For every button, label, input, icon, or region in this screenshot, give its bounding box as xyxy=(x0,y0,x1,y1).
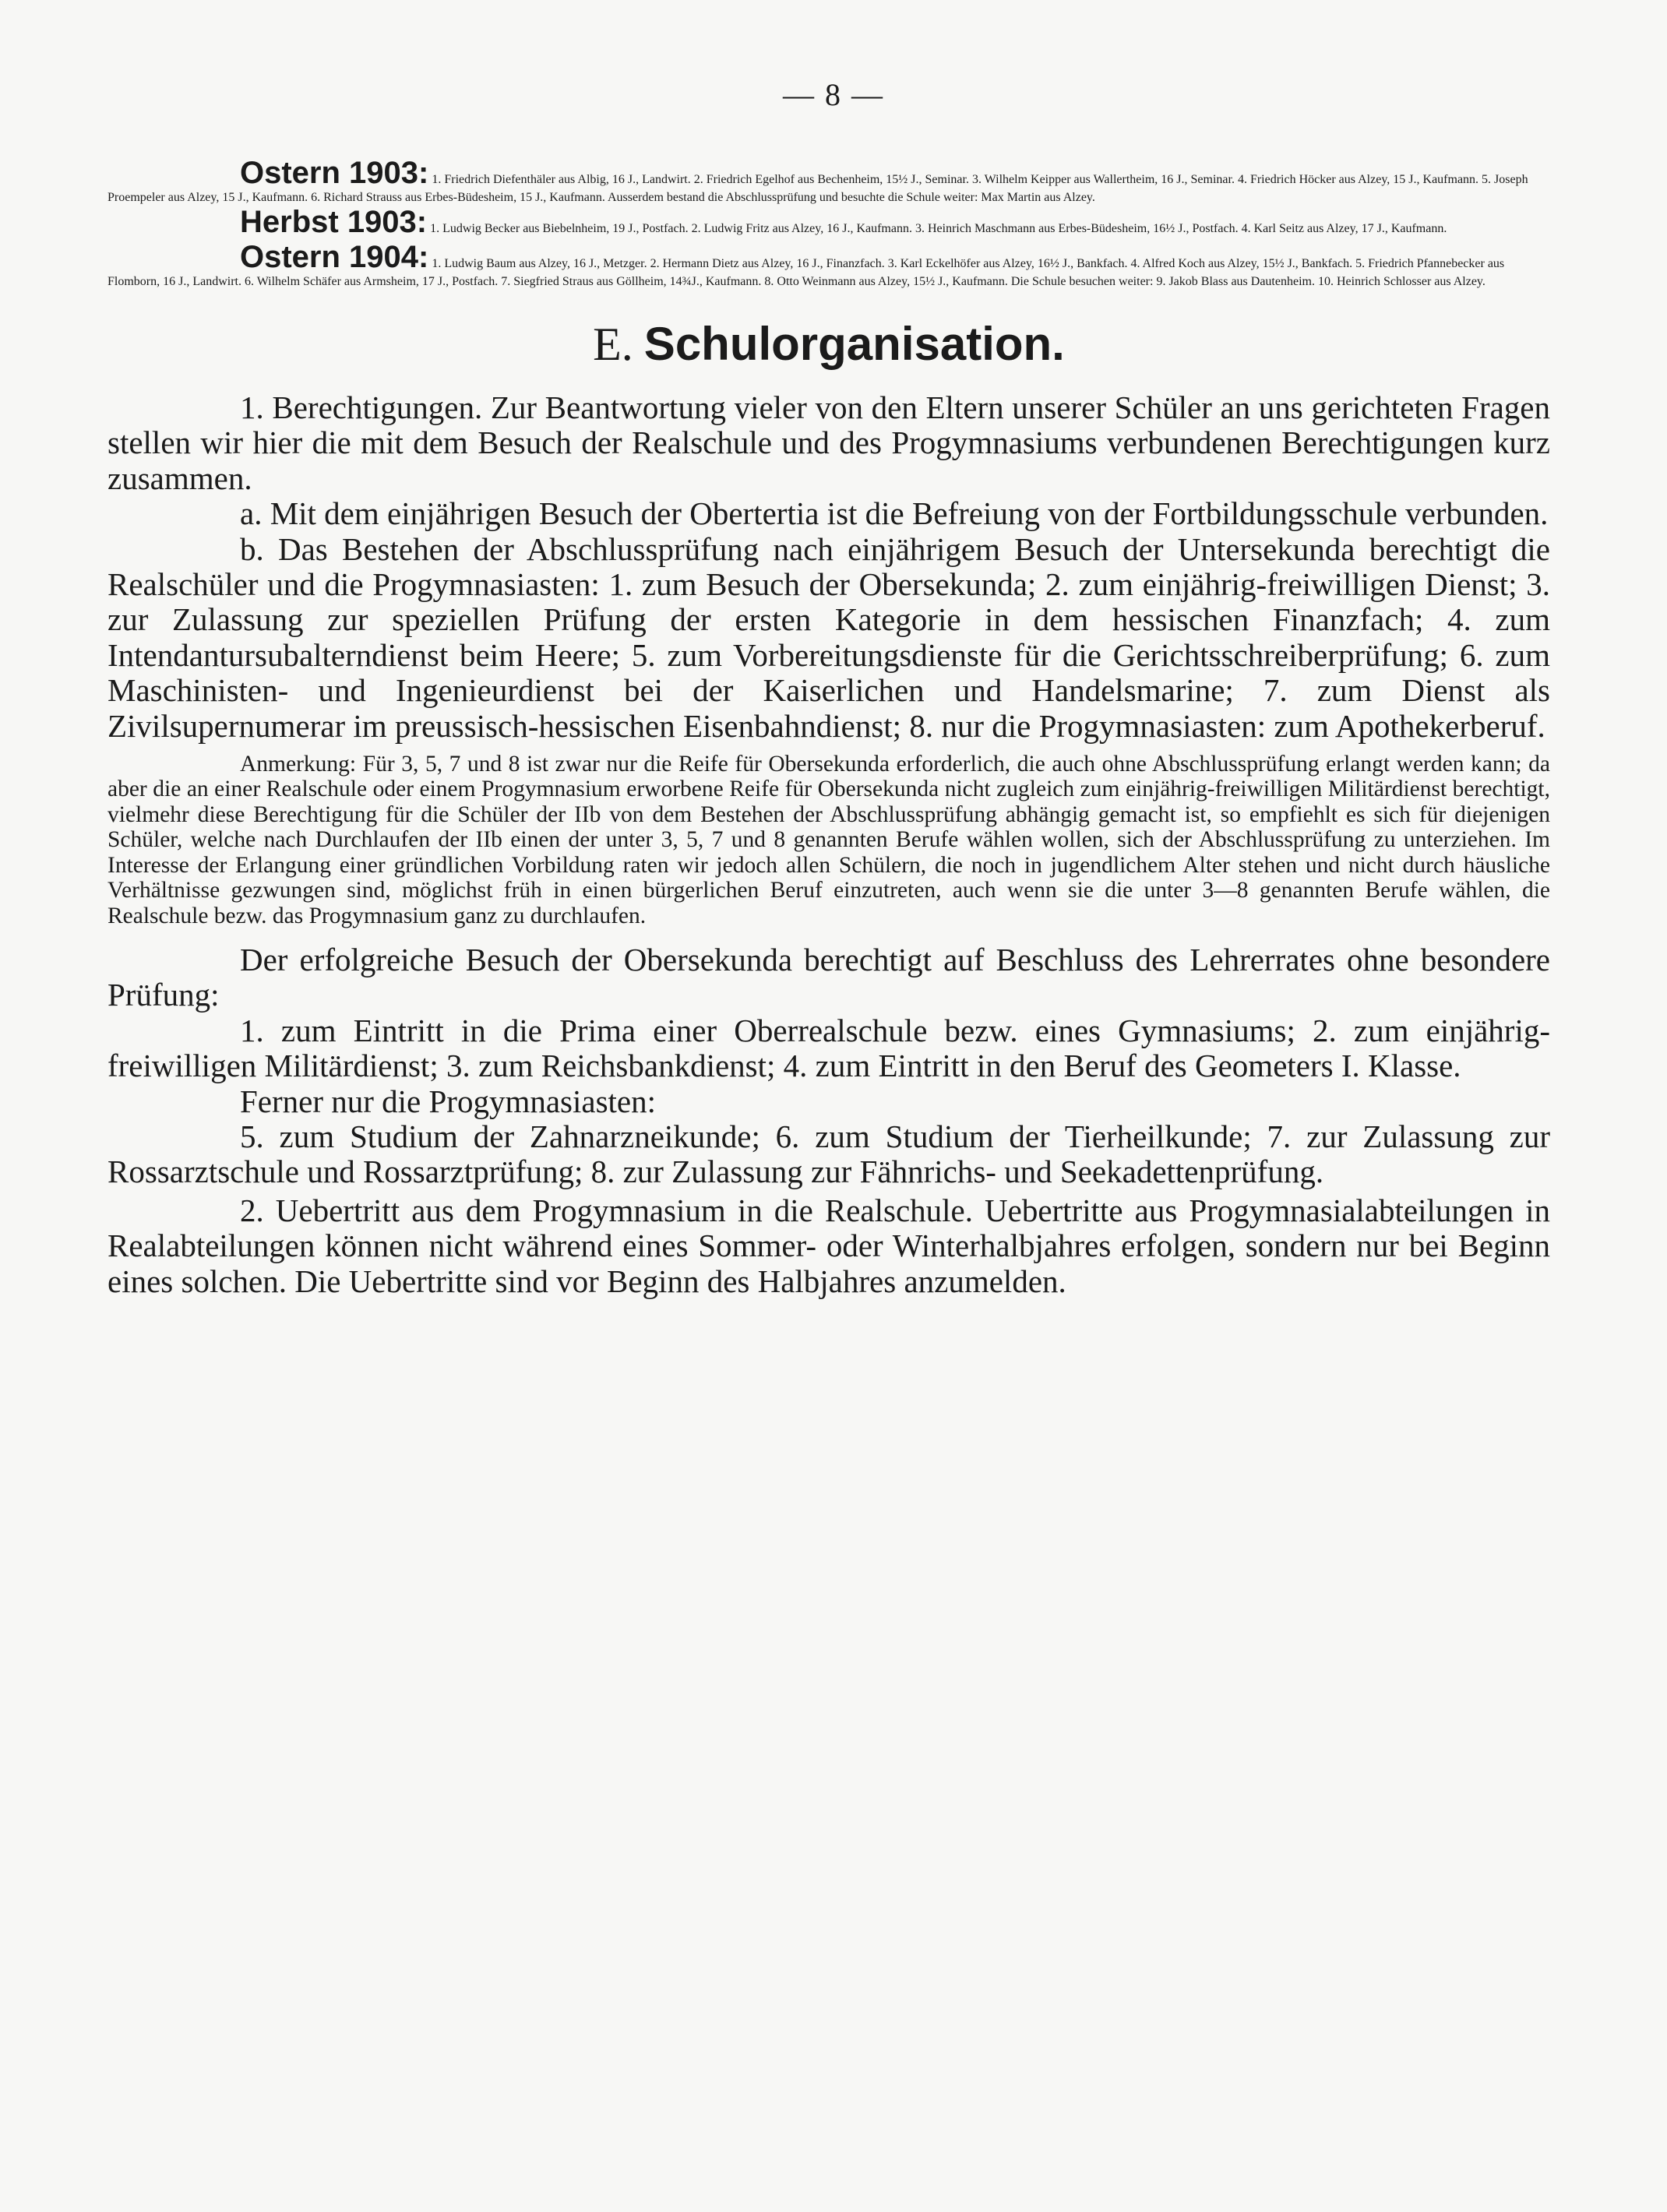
berechtigungen-a: a. Mit dem einjährigen Besuch der Obertertia ist die Befreiung von der Fortbildungsschule verbunden. xyxy=(240,495,1549,532)
obersekunda-intro: Der erfolgreiche Besuch der Obersekunda berechtigt auf Beschluss des Lehrerrates ohne besondere Prüfung: xyxy=(107,941,1550,1013)
graduates-herbst-1903 xyxy=(107,205,1550,240)
year-label-ostern-1903: Ostern 1903: xyxy=(240,156,429,190)
graduates-ostern-1903 xyxy=(107,156,1550,205)
year-label-ostern-1904: Ostern 1904: xyxy=(240,240,429,274)
graduates-ostern-1904-text: 1. Ludwig Baum aus Alzey, 16 J., Metzger. 2. Hermann Dietz aus Alzey, 16 J., Finanzfach. 3. Karl Eckelhöfer aus Alzey, 16½ J., Bankfach. 4. Alfred Koch aus Alzey, 15½ J., Bankfach. 5. Friedrich Pfannebecker aus Flomborn, 16 J., Landwirt. 6. Wilhelm Schäfer aus Armsheim, 17 J., Postfach. 7. Siegfried Straus aus Göllheim, 14¾J., Kaufmann. 8. Otto Weinmann aus Alzey, 15½ J., Kaufmann. Die Schule besuchen weiter: 9. Jakob Blass aus Dautenheim. 10. Heinrich Schlosser aus Alzey. xyxy=(107,257,1505,288)
anmerkung-note: Anmerkung: Für 3, 5, 7 und 8 ist zwar nur die Reife für Obersekunda erforderlich, die auch ohne Abschlussprüfung erlangt werden kann; da aber die an einer Realschule oder einem Progymnasium erworbene Reife für Obersekunda nicht zugleich zum einjährig-freiwilligen Militärdienst berechtigt, vielmehr diese Berechtigung für die Schüler der IIb von dem Bestehen der Abschlussprüfung abhängig gemacht ist, so empfiehlt es sich für diejenigen Schüler, welche nach Durchlaufen der IIb einen der unter 3, 5, 7 und 8 genannten Berufe wählen wollen, sich der Abschlussprüfung zu unterziehen. Im Interesse der Erlangung einer gründlichen Vorbildung raten wir jedoch allen Schülern, die noch in jugendlichem Alter stehen und nicht durch häusliche Verhältnisse gezwungen sind, möglichst früh in einen bürgerlichen Beruf einzutreten, auch wenn sie die unter 3—8 genannten Berufe wählen, die Realschule bezw. das Progymnasium ganz zu durchlaufen. xyxy=(107,752,1550,928)
progymnasiasten-list: 5. zum Studium der Zahnarzneikunde; 6. zum Studium der Tierheilkunde; 7. zur Zulassung zur Rossarztschule und Rossarztprüfung; 8. zur Zulassung zur Fähnrichs- und Seekadettenprüfung. xyxy=(107,1118,1550,1190)
graduates-ostern-1904 xyxy=(107,240,1550,289)
section-heading xyxy=(107,319,1550,370)
berechtigungen-intro: 1. Berechtigungen. Zur Beantwortung vieler von den Eltern unserer Schüler an uns gerichteten Fragen stellen wir hier die mit dem Besuch der Realschule und des Progymnasiums verbundenen Berechtigungen kurz zusammen. xyxy=(107,389,1550,496)
ferner-progymnasiasten: Ferner nur die Progymnasiasten: xyxy=(240,1083,657,1119)
year-label-herbst-1903: Herbst 1903: xyxy=(240,205,428,239)
page-number: — 8 — xyxy=(783,77,884,112)
section-letter: E. xyxy=(593,319,633,370)
page-content xyxy=(107,156,1550,1299)
berechtigungen-b: b. Das Bestehen der Abschlussprüfung nach einjährigem Besuch der Untersekunda berechtigt die Realschüler und die Progymnasiasten: 1. zum Besuch der Obersekunda; 2. zum einjährig-freiwilligen Dienst; 3. zur Zulassung zur speziellen Prüfung der ersten Kategorie in dem hessischen Finanzfach; 4. zum Intendantursubalterndienst beim Heere; 5. zum Vorbereitungsdienste für die Gerichtsschreiberprüfung; 6. zum Maschinisten- und Ingenieurdienst bei der Kaiserlichen und Handelsmarine; 7. zum Dienst als Zivilsupernumerar im preussisch-hessischen Eisenbahndienst; 8. nur die Progymnasiasten: zum Apothekerberuf. xyxy=(107,530,1550,744)
uebertritt-paragraph: 2. Uebertritt aus dem Progymnasium in die Realschule. Uebertritte aus Progymnasialabteilungen in Realabteilungen können nicht während eines Sommer- oder Winterhalbjahres erfolgen, sondern nur bei Beginn eines solchen. Die Uebertritte sind vor Beginn des Halbjahres anzumelden. xyxy=(107,1192,1550,1299)
graduates-herbst-1903-text: 1. Ludwig Becker aus Biebelnheim, 19 J., Postfach. 2. Ludwig Fritz aus Alzey, 16 J., Kaufmann. 3. Heinrich Maschmann aus Erbes-Büdesheim, 16½ J., Postfach. 4. Karl Seitz aus Alzey, 17 J., Kaufmann. xyxy=(430,222,1447,235)
obersekunda-list: 1. zum Eintritt in die Prima einer Oberrealschule bezw. eines Gymnasiums; 2. zum einjährig-freiwilligen Militärdienst; 3. zum Reichsbankdienst; 4. zum Eintritt in den Beruf des Geometers I. Klasse. xyxy=(107,1012,1550,1084)
graduates-ostern-1903-text: 1. Friedrich Diefenthäler aus Albig, 16 J., Landwirt. 2. Friedrich Egelhof aus Bechenheim, 15½ J., Seminar. 3. Wilhelm Keipper aus Wallertheim, 16 J., Seminar. 4. Friedrich Höcker aus Alzey, 15 J., Kaufmann. 5. Joseph Proempeler aus Alzey, 15 J., Kaufmann. 6. Richard Strauss aus Erbes-Büdesheim, 15 J., Kaufmann. Ausserdem bestand die Abschlussprüfung und besuchte die Schule weiter: Max Martin aus Alzey. xyxy=(107,173,1528,204)
section-title: Schulorganisation. xyxy=(643,318,1065,370)
